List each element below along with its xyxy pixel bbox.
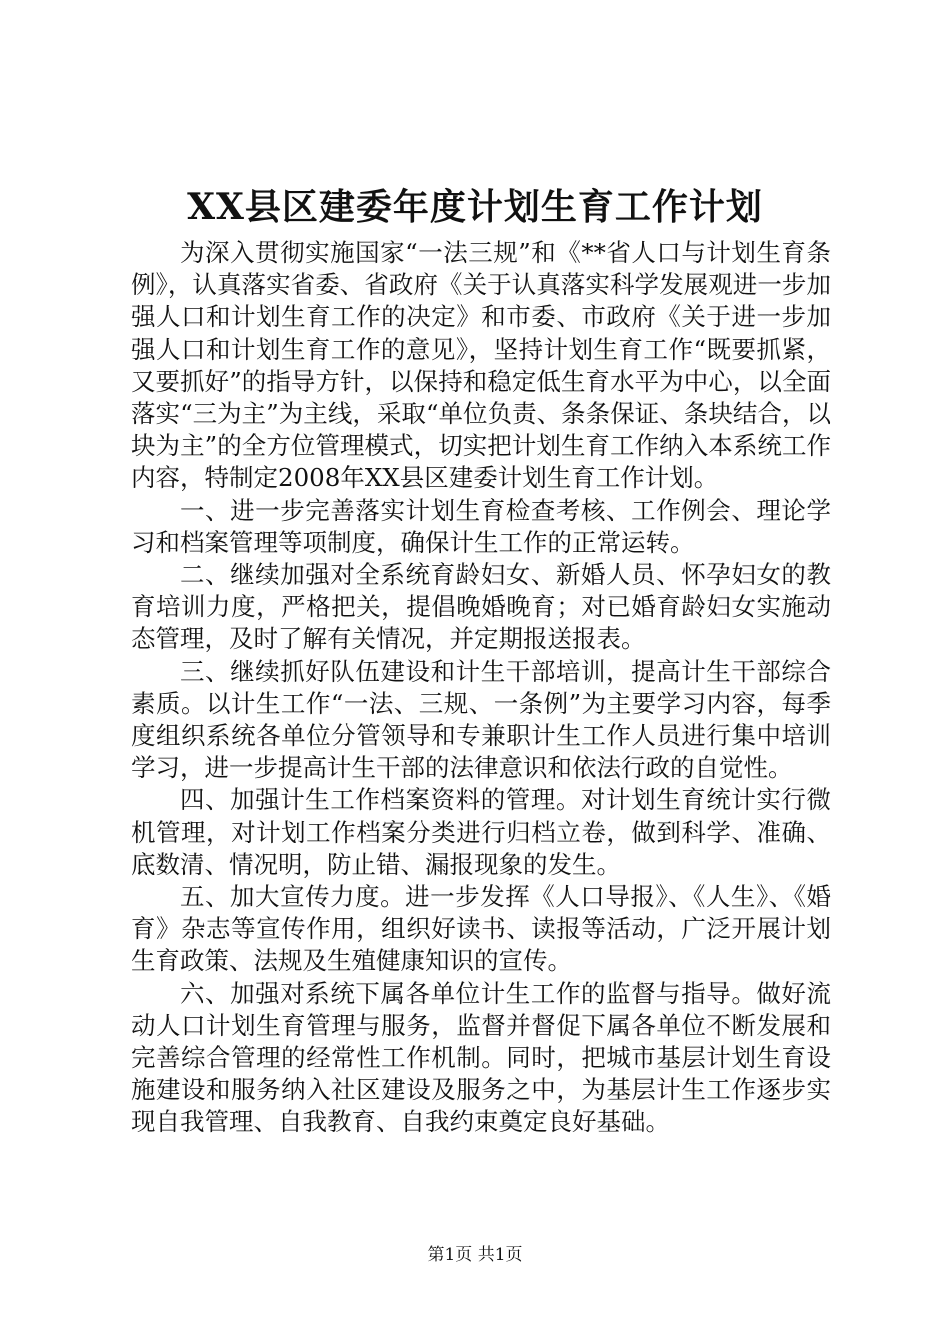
paragraph-item-2: 二、继续加强对全系统育龄妇女、新婚人员、怀孕妇女的教育培训力度，严格把关，提倡晚婚晚育；对已婚育龄妇女实施动态管理，及时了解有关情况，并定期报送报表。 — [131, 560, 831, 654]
paragraph-item-6: 六、加强对系统下属各单位计生工作的监督与指导。做好流动人口计划生育管理与服务，监督并督促下属各单位不断发展和完善综合管理的经常性工作机制。同时，把城市基层计划生育设施建设和服务纳入社区建设及服务之中，为基层计生工作逐步实现自我管理、自我教育、自我约束奠定良好基础。 — [131, 978, 831, 1137]
paragraph-item-4: 四、加强计生工作档案资料的管理。对计划生育统计实行微机管理，对计划工作档案分类进行归档立卷，做到科学、准确、底数清、情况明，防止错、漏报现象的发生。 — [131, 785, 831, 879]
document-title: XX县区建委年度计划生育工作计划 — [187, 186, 763, 228]
paragraph-item-3: 三、继续抓好队伍建设和计生干部培训，提高计生干部综合素质。以计生工作“一法、三规、一条例”为主要学习内容，每季度组织系统各单位分管领导和专兼职计生工作人员进行集中培训学习，进一步提高计生干部的法律意识和依法行政的自觉性。 — [131, 656, 831, 783]
paragraph-item-5: 五、加大宣传力度。进一步发挥《人口导报》、《人生》、《婚育》杂志等宣传作用，组织好读书、读报等活动，广泛开展计划生育政策、法规及生殖健康知识的宣传。 — [131, 882, 831, 976]
paragraph-item-1: 一、进一步完善落实计划生育检查考核、工作例会、理论学习和档案管理等项制度，确保计生工作的正常运转。 — [131, 495, 831, 557]
paragraph-intro: 为深入贯彻实施国家“一法三规”和《**省人口与计划生育条例》，认真落实省委、省政府《关于认真落实科学发展观进一步加强人口和计划生育工作的决定》和市委、市政府《关于进一步加强人口和计划生育工作的意见》，坚持计划生育工作“既要抓紧，又要抓好”的指导方针，以保持和稳定低生育水平为中心，以全面落实“三为主”为主线，采取“单位负责、条条保证、条块结合，以块为主”的全方位管理模式，切实把计划生育工作纳入本系统工作内容，特制定2008年XX县区建委计划生育工作计划。 — [131, 238, 831, 493]
page-footer: 第1页 共1页 — [427, 1245, 523, 1265]
document-body — [131, 237, 831, 1139]
